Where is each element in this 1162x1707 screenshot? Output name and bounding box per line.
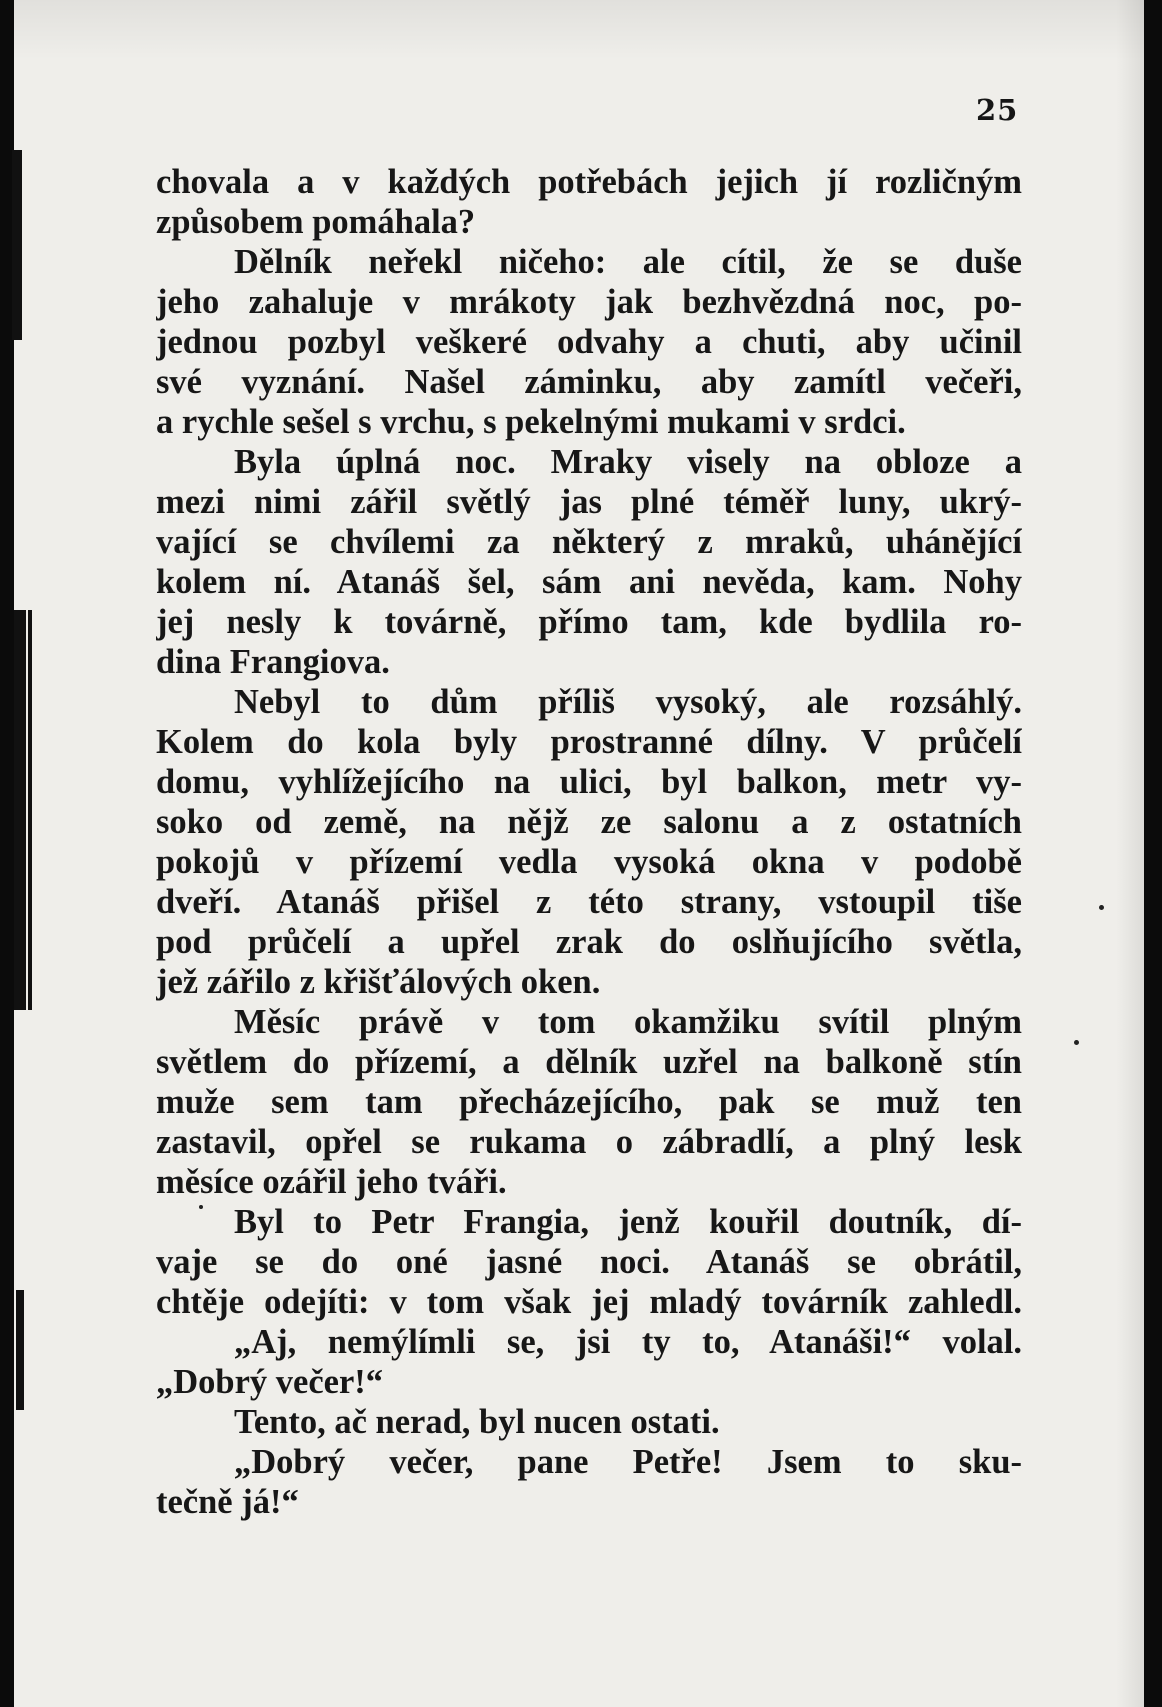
text-line: své vyznání. Našel záminku, aby zamítl večeři, bbox=[156, 363, 1022, 401]
gutter-mark bbox=[12, 150, 22, 340]
page-number: 25 bbox=[976, 93, 1019, 127]
text-line: dina Frangiova. bbox=[156, 643, 390, 681]
text-line: jednou pozbyl veškeré odvahy a chuti, aby učinil bbox=[156, 323, 1022, 361]
text-line: muže sem tam přecházejícího, pak se muž ten bbox=[156, 1083, 1022, 1121]
text-line: dveří. Atanáš přišel z této strany, vstoupil tiše bbox=[156, 883, 1022, 921]
text-line: pokojů v přízemí vedla vysoká okna v podobě bbox=[156, 843, 1022, 881]
text-line: soko od země, na nějž ze salonu a z ostatních bbox=[156, 803, 1022, 841]
page-top-shading bbox=[14, 0, 1144, 60]
body-text bbox=[156, 162, 1022, 1522]
text-line: měsíce ozářil jeho tváři. bbox=[156, 1163, 507, 1201]
text-line: mezi nimi zářil světlý jas plné téměř luny, ukrý- bbox=[156, 483, 1022, 521]
text-line: kolem ní. Atanáš šel, sám ani nevěda, kam. Nohy bbox=[156, 563, 1022, 601]
text-line: domu, vyhlížejícího na ulici, byl balkon, metr vy- bbox=[156, 763, 1022, 801]
text-line: Kolem do kola byly prostranné dílny. V průčelí bbox=[156, 723, 1022, 761]
text-line: Nebyl to dům příliš vysoký, ale rozsáhlý. bbox=[234, 683, 1022, 721]
text-line: pod průčelí a upřel zrak do oslňujícího světla, bbox=[156, 923, 1022, 961]
text-line: jeho zahaluje v mrákoty jak bezhvězdná noc, po- bbox=[156, 283, 1022, 321]
text-line: vající se chvílemi za některý z mraků, uhánějící bbox=[156, 523, 1022, 561]
text-line: vaje se do oné jasné noci. Atanáš se obrátil, bbox=[156, 1243, 1022, 1281]
text-line: „Dobrý večer!“ bbox=[156, 1363, 384, 1401]
page-right-shading bbox=[1116, 0, 1144, 1707]
text-line: způsobem pomáhala? bbox=[156, 203, 476, 241]
gutter-mark bbox=[28, 610, 32, 1010]
text-line: jež zářilo z křišťálových oken. bbox=[156, 963, 601, 1001]
gutter-mark bbox=[16, 1290, 24, 1410]
text-line: Dělník neřekl ničeho: ale cítil, že se duše bbox=[234, 243, 1022, 281]
text-line: a rychle sešel s vrchu, s pekelnými mukami v srdci. bbox=[156, 403, 906, 441]
text-line: Tento, ač nerad, byl nucen ostati. bbox=[234, 1403, 720, 1441]
text-line: chovala a v každých potřebách jejich jí rozličným bbox=[156, 163, 1022, 201]
text-line: jej nesly k továrně, přímo tam, kde bydlila ro- bbox=[156, 603, 1022, 641]
text-line: světlem do přízemí, a dělník uzřel na balkoně stín bbox=[156, 1043, 1022, 1081]
ink-speck bbox=[1099, 905, 1104, 910]
ink-speck bbox=[1074, 1040, 1079, 1045]
text-line: zastavil, opřel se rukama o zábradlí, a plný lesk bbox=[156, 1123, 1022, 1161]
text-line: Byl to Petr Frangia, jenž kouřil doutník, dí- bbox=[234, 1203, 1022, 1241]
text-line: tečně já!“ bbox=[156, 1483, 299, 1521]
book-page bbox=[14, 0, 1144, 1707]
text-line: chtěje odejíti: v tom však jej mladý továrník zahledl. bbox=[156, 1283, 1022, 1321]
text-line: „Dobrý večer, pane Petře! Jsem to sku- bbox=[234, 1443, 1022, 1481]
text-line: Byla úplná noc. Mraky visely na obloze a bbox=[234, 443, 1022, 481]
text-line: Měsíc právě v tom okamžiku svítil plným bbox=[234, 1003, 1022, 1041]
gutter-mark bbox=[14, 610, 26, 1010]
text-line: „Aj, nemýlímli se, jsi ty to, Atanáši!“ volal. bbox=[234, 1323, 1022, 1361]
